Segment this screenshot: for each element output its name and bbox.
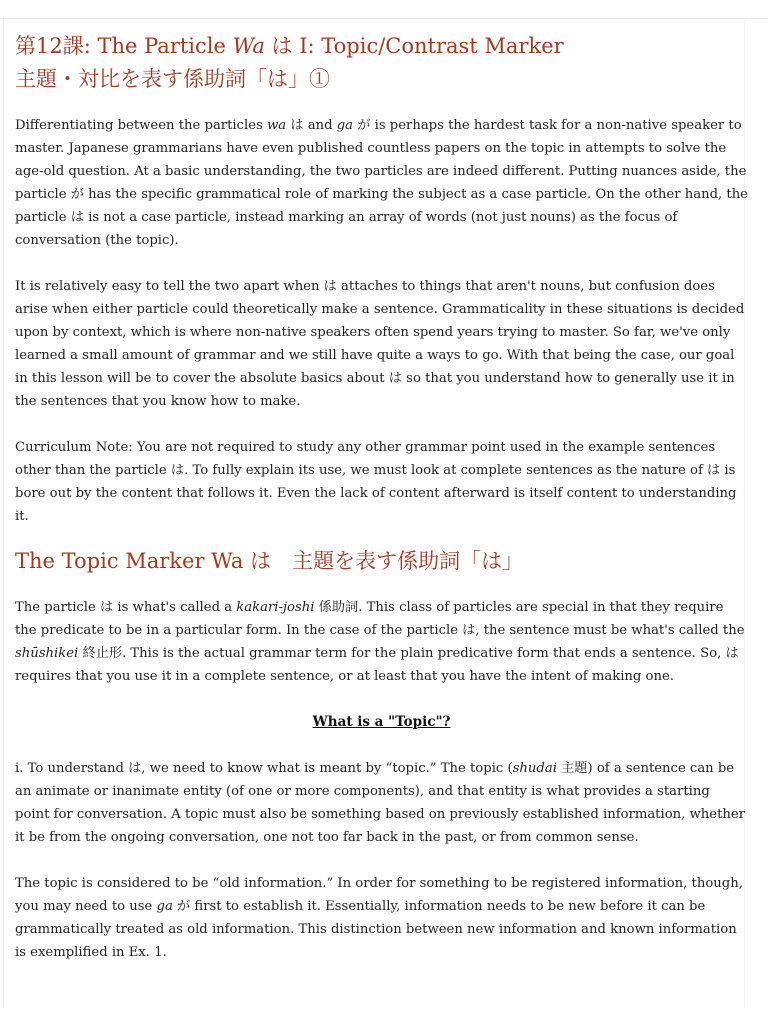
subheading-what-is-topic: What is a "Topic"? xyxy=(312,714,451,730)
term-shudai: shudai xyxy=(512,761,557,776)
lesson-title xyxy=(15,30,748,96)
term-kakari-joshi: kakari-joshi xyxy=(236,600,315,615)
section-paragraph-2 xyxy=(15,757,748,849)
intro-paragraph-2: It is relatively easy to tell the two apart when は attaches to things that aren't nouns, but confusion does arise when either particle could theoretically make a sentence. Grammaticality in these situations is decided upon by context, which is where non-native speakers often spend years trying to master. So far, we've only learned a small amount of grammar and we still have quite a ways to go. With that being the case, our goal in this lesson will be to cover the absolute basics about は so that you understand how to generally use it in the sentences that you know how to make. xyxy=(15,279,745,409)
text-run: 主題) of a sentence can be an animate or inanimate entity (of one or more components), and that entity is what provides a starting point for conversation. A topic must also be something based on previously established information, whether it be from the ongoing conversation, one not too far back in the past, or from common sense. xyxy=(15,761,746,845)
text-run: は and xyxy=(286,118,337,133)
romaji-ga: ga xyxy=(336,118,354,133)
text-run: 終止形. This is the actual grammar term for the plain predicative form that ends a sentence. So, は requires that you use it in a complete sentence, or at least that you have the intent of making one. xyxy=(15,646,739,684)
section-paragraph-3 xyxy=(15,872,748,964)
lesson-title-prefix: 第12課: The Particle xyxy=(15,34,233,58)
curriculum-note: Curriculum Note: You are not required to study any other grammar point used in the example sentences other than the particle は. To fully explain its use, we must look at complete sentences as the nature of は is bore out by the content that follows it. Even the lack of content afterward is itself content to understanding it. xyxy=(15,440,737,524)
text-run: The topic is considered to be “old information.” In order for something to be registered information, though, you may need to use xyxy=(15,876,743,914)
text-run: The particle は is what's called a xyxy=(15,600,237,615)
text-run: が first to establish it. Essentially, information needs to be new before it can be grammatically treated as old information. This distinction between new information and known information is exemplified in Ex. 1. xyxy=(15,899,737,960)
lesson-title-wa: Wa xyxy=(232,34,265,58)
lesson-title-japanese: 主題・対比を表す係助詞「は」① xyxy=(15,67,330,91)
text-run: Differentiating between the particles xyxy=(15,118,267,133)
section-heading: The Topic Marker Wa は 主題を表す係助詞「は」 xyxy=(15,549,524,573)
term-shushikei: shūshikei xyxy=(15,646,79,661)
section-paragraph-1 xyxy=(15,596,748,688)
lesson-title-suffix: は I: Topic/Contrast Marker xyxy=(264,34,564,58)
intro-paragraph-1 xyxy=(15,114,748,252)
page-border-top xyxy=(0,18,768,19)
romaji-wa: wa xyxy=(267,118,287,133)
document-content xyxy=(15,30,748,964)
text-run: が is perhaps the hardest task for a non-native speaker to master. Japanese grammarians have even published countless papers on the topic in attempts to solve the age-old question. At a basic understanding, the two particles are indeed different. Putting nuances aside, the particle が has the specific grammatical role of marking the subject as a case particle. On the other hand, the particle は is not a case particle, instead marking an array of words (not just nouns) as the focus of conversation (the topic). xyxy=(15,118,748,248)
romaji-ga: ga xyxy=(156,899,173,914)
text-run: 係助詞. This class of particles are special in that they require the predicate to be in a particular form. In the case of the particle は, the sentence must be what's called the xyxy=(15,600,745,638)
text-run: i. To understand は, we need to know what is meant by “topic.” The topic ( xyxy=(15,761,513,776)
page-border-left xyxy=(3,18,4,1008)
